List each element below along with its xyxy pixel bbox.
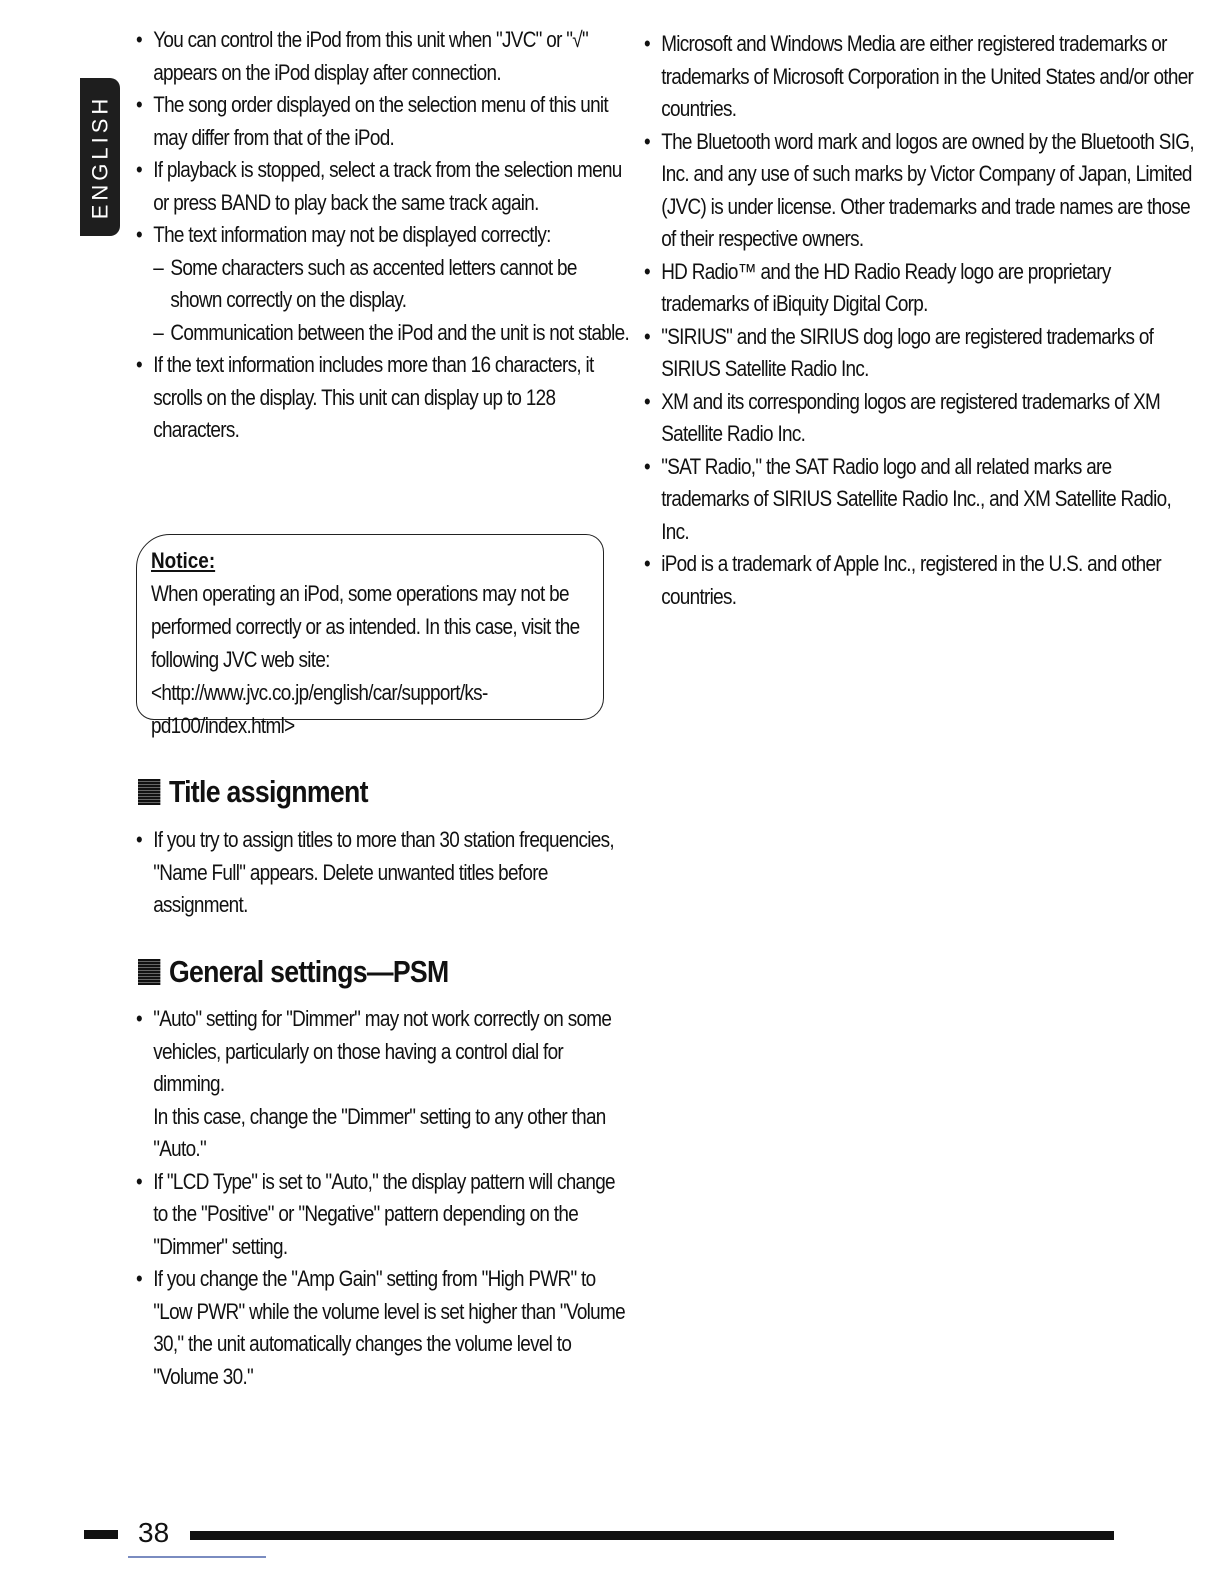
list-item: • If the text information includes more than 16 characters, it scrolls on the display. This unit can display up to 128 characters. — [136, 349, 630, 447]
section-square-icon — [138, 779, 160, 805]
section-square-icon — [138, 959, 160, 985]
heading-text: Title assignment — [168, 774, 368, 809]
notice-text: When operating an iPod, some operations may not be performed correctly or as intended. In this case, visit the following JVC web site: <http://www.jvc.co.jp/english/car/support/ks-pd100/index.html> — [151, 581, 580, 738]
list-item: • If you change the "Amp Gain" setting from "High PWR" to "Low PWR" while the volume level is set higher than "Volume 30," the unit automatically changes the volume level to "Volume 30." — [136, 1263, 630, 1393]
footer-bar-left — [84, 1530, 118, 1539]
footer-underline — [128, 1556, 266, 1558]
left-bullet-list — [136, 24, 630, 447]
language-tab — [80, 78, 120, 236]
language-tab-label: ENGLISH — [87, 94, 112, 220]
list-item-text: The text information may not be displayed correctly: — [153, 222, 551, 247]
right-column — [644, 28, 1194, 613]
list-item: • If "LCD Type" is set to "Auto," the display pattern will change to the "Positive" or "Negative" pattern depending on the "Dimmer" setting. — [136, 1166, 630, 1264]
general-settings-list — [136, 1003, 625, 1393]
list-item: • You can control the iPod from this unit when "JVC" or "√" appears on the iPod display after connection. — [136, 24, 630, 89]
sub-list-item: – Communication between the iPod and the unit is not stable. — [153, 317, 630, 350]
left-column — [136, 24, 630, 447]
sub-list-item: – Some characters such as accented letters cannot be shown correctly on the display. — [153, 252, 630, 317]
list-item-note: In this case, change the "Dimmer" setting to any other than "Auto." — [153, 1103, 606, 1161]
list-item: • If you try to assign titles to more than 30 station frequencies, "Name Full" appears. Delete unwanted titles before assignment. — [136, 824, 630, 922]
page-number: 38 — [138, 1517, 170, 1548]
heading-text: General settings—PSM — [168, 954, 449, 989]
list-item: • The Bluetooth word mark and logos are owned by the Bluetooth SIG, Inc. and any use of such marks by Victor Company of Japan, Limited (JVC) is under license. Other trademarks and trade names are those of their respective owners. — [644, 126, 1200, 256]
right-bullet-list — [644, 28, 1194, 613]
list-item: • "SIRIUS" and the SIRIUS dog logo are registered trademarks of SIRIUS Satellite Radio Inc. — [644, 321, 1200, 386]
general-settings-heading — [138, 954, 449, 990]
sub-list — [153, 252, 630, 350]
list-item: • If playback is stopped, select a track from the selection menu or press BAND to play back the same track again. — [136, 154, 630, 219]
footer-bar-right — [190, 1531, 1114, 1540]
list-item: • iPod is a trademark of Apple Inc., registered in the U.S. and other countries. — [644, 548, 1200, 613]
general-settings-section — [136, 1003, 625, 1393]
notice-title: Notice: — [151, 548, 216, 573]
title-assignment-heading — [138, 774, 368, 810]
list-item: • Microsoft and Windows Media are either registered trademarks or trademarks of Microsoft Corporation in the United States and/or other countries. — [644, 28, 1200, 126]
notice-box — [136, 534, 604, 738]
list-item — [136, 219, 630, 349]
title-assignment-section — [136, 824, 614, 922]
title-assignment-list — [136, 824, 614, 922]
list-item: • "SAT Radio," the SAT Radio logo and all related marks are trademarks of SIRIUS Satellite Radio Inc., and XM Satellite Radio, Inc. — [644, 451, 1200, 549]
list-item-text: "Auto" setting for "Dimmer" may not work correctly on some vehicles, particularly on those having a control dial for dimming. — [153, 1006, 612, 1096]
list-item — [136, 1003, 630, 1166]
list-item: • The song order displayed on the selection menu of this unit may differ from that of the iPod. — [136, 89, 630, 154]
list-item: • XM and its corresponding logos are registered trademarks of XM Satellite Radio Inc. — [644, 386, 1200, 451]
list-item: • HD Radio™ and the HD Radio Ready logo are proprietary trademarks of iBiquity Digital Corp. — [644, 256, 1200, 321]
